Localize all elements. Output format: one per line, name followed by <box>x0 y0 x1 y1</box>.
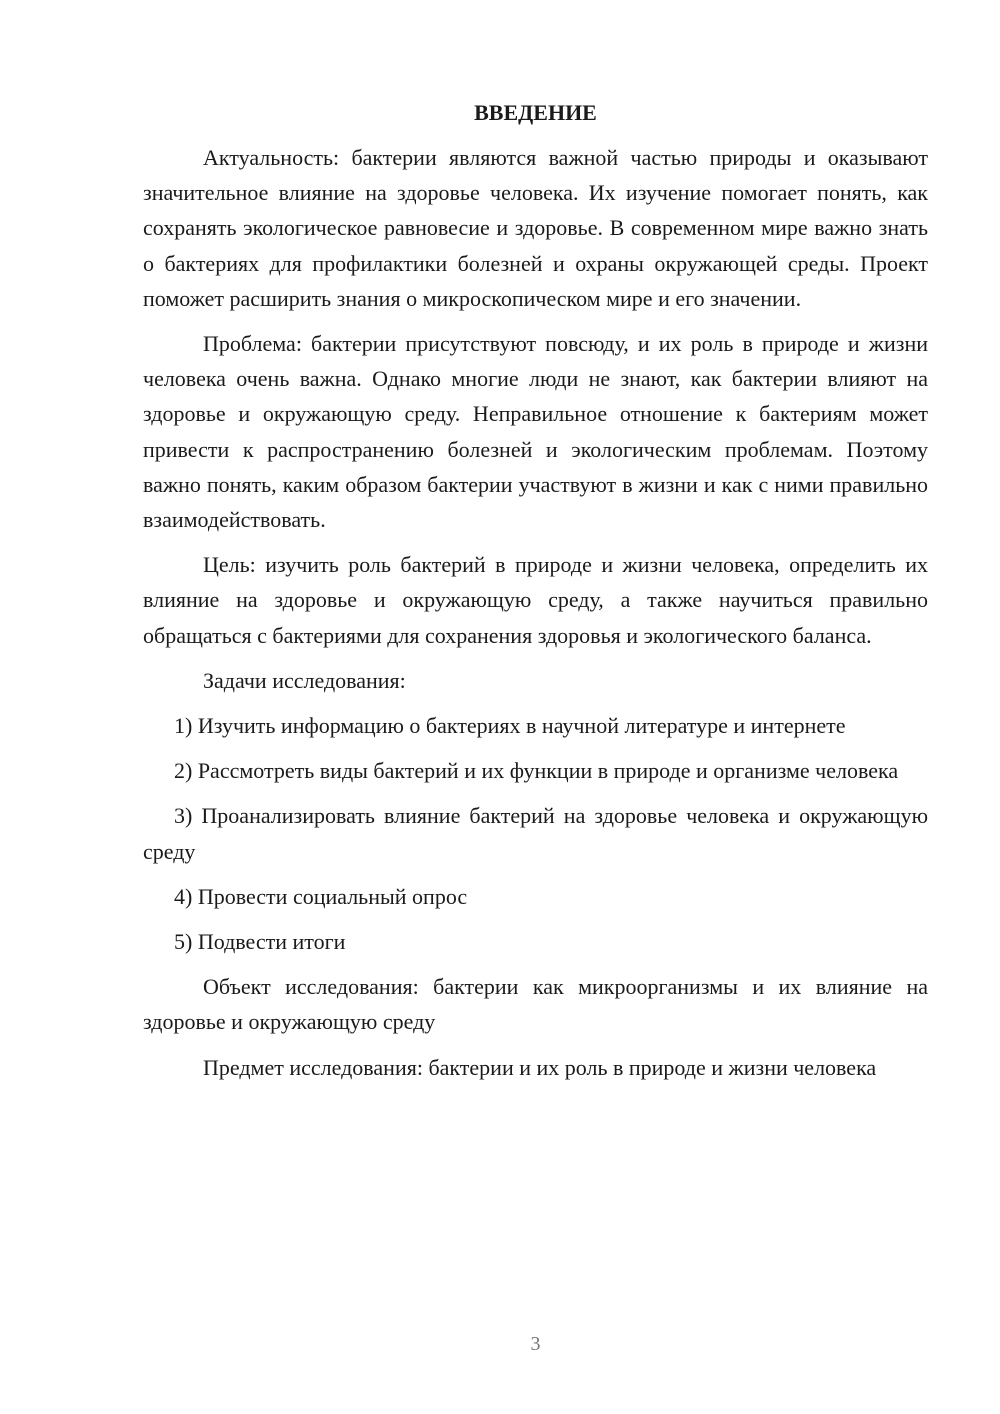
problem-paragraph: Проблема: бактерии присутствуют повсюду, и их роль в природе и жизни человека очень важна. Однако многие люди не знают, как бактерии влияют на здоровье и окружающую среду. Неправильное отношение к бактериям может привести к распространению болезней и экологическим проблемам. Поэтому важно понять, каким образом бактерии участвуют в жизни и как с ними правильно взаимодействовать. <box>143 331 928 533</box>
document-page <box>143 95 928 1095</box>
tasks-title: Задачи исследования: <box>203 667 406 693</box>
task-item-4: 4) Провести социальный опрос <box>174 883 468 909</box>
goal-paragraph: Цель: изучить роль бактерий в природе и жизни человека, определить их влияние на здоровье и окружающую среду, а также научиться правильно обращаться с бактериями для сохранения здоровья и экологического баланса. <box>143 552 928 648</box>
subject-paragraph: Предмет исследования: бактерии и их роль в природе и жизни человека <box>203 1054 877 1080</box>
section-heading: ВВЕДЕНИЕ <box>474 100 597 125</box>
task-item-1: 1) Изучить информацию о бактериях в научной литературе и интернете <box>174 713 846 739</box>
task-item-5: 5) Подвести итоги <box>174 929 346 955</box>
relevance-paragraph: Актуальность: бактерии являются важной частью природы и оказывают значительное влияние на здоровье человека. Их изучение помогает понять, как сохранять экологическое равновесие и здоровье. В современном мире важно знать о бактериях для профилактики болезней и охраны окружающей среды. Проект поможет расширить знания о микроскопическом мире и его значении. <box>143 145 928 311</box>
page-number: 3 <box>530 1333 541 1355</box>
object-paragraph: Объект исследования: бактерии как микроорганизмы и их влияние на здоровье и окружающую среду <box>143 974 928 1035</box>
task-item-3: 3) Проанализировать влияние бактерий на здоровье человека и окружающую среду <box>143 803 928 864</box>
task-item-2: 2) Рассмотреть виды бактерий и их функции в природе и организме человека <box>174 758 899 784</box>
